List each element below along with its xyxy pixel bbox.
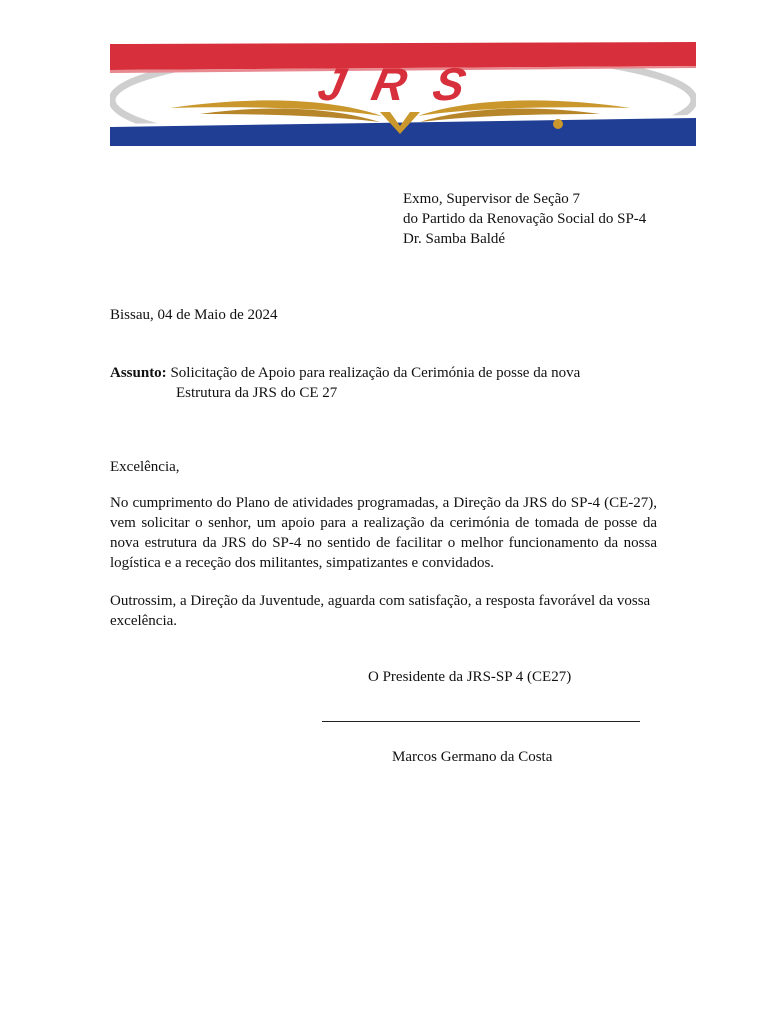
body-paragraph-2: Outrossim, a Direção da Juventude, aguarda com satisfação, a resposta favorável da vossa excelência. (110, 593, 651, 629)
letter-date: Bissau, 04 de Maio de 2024 (110, 307, 278, 323)
subject-block (110, 363, 580, 403)
recipient-line-3: Dr. Samba Baldé (403, 231, 506, 247)
signature-title: O Presidente da JRS-SP 4 (CE27) (368, 669, 572, 685)
greeting: Excelência, (110, 459, 180, 475)
recipient-line-1: Exmo, Supervisor de Seção 7 (403, 191, 581, 207)
recipient-block (403, 189, 646, 249)
subject-line-2: Estrutura da JRS do CE 27 (176, 385, 338, 401)
logo-text: JRS (313, 58, 499, 110)
body-paragraph-1: No cumprimento do Plano de atividades programadas, a Direção da JRS do SP-4 (CE-27), vem solicitar o senhor, um apoio para a realização da cerimónia de tomada de posse da nova estrutura da JRS do SP-4 no sentido de facilitar o melhor funcionamento da nossa logística e a receção dos militantes, simpatizantes e convidados. (110, 495, 657, 571)
subject-line-1: Solicitação de Apoio para realização da Cerimónia de posse da nova (166, 365, 581, 381)
recipient-line-2: do Partido da Renovação Social do SP-4 (403, 211, 647, 227)
letterhead-banner (110, 42, 696, 146)
jrs-logo (110, 42, 696, 146)
subject-label: Assunto: (110, 365, 167, 381)
signature-name: Marcos Germano da Costa (392, 749, 553, 765)
signature-line (322, 721, 640, 722)
